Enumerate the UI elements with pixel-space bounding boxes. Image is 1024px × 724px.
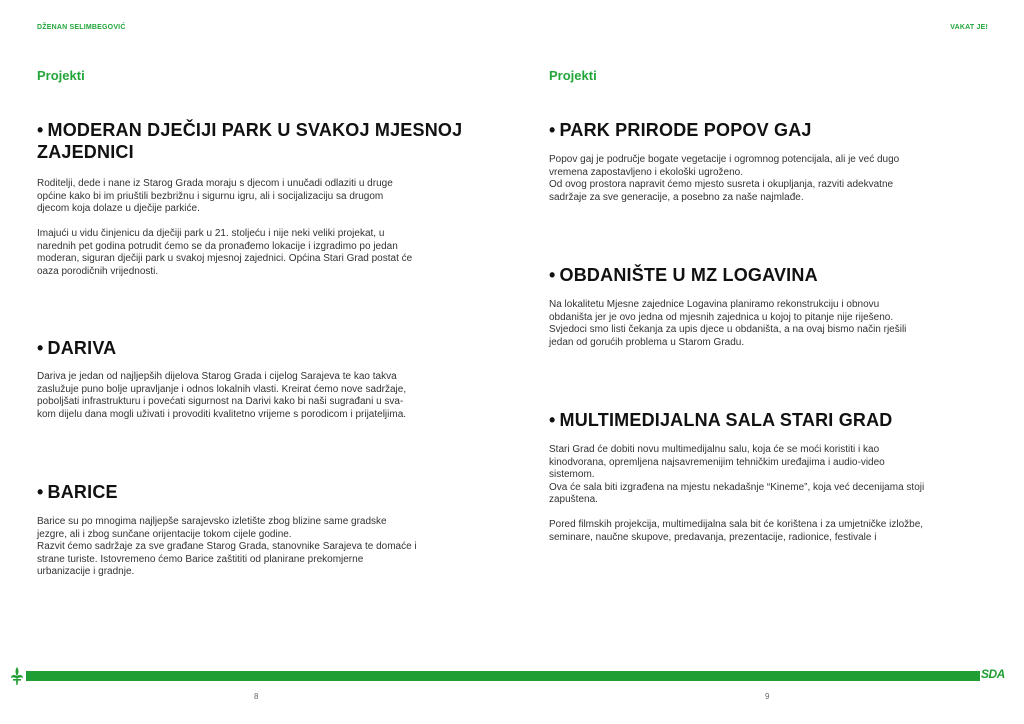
block-body: Barice su po mnogima najljepše sarajevsko izletište zbog blizine same gradske jezgre, ali i zbog sunčane orijentacije tokom cijele godine. Razvit ćemo sadržaje za sve građane Starog Grada, stanovnike Sarajeva te domaće i strane turiste. Istovremeno ćemo Barice zaštititi od planirane prekomjerne urbanizacije i gradnje. xyxy=(37,516,417,577)
block-barice xyxy=(37,481,477,579)
block-heading xyxy=(37,481,477,503)
bullet-icon: • xyxy=(549,410,556,430)
section-label: Projekti xyxy=(37,68,85,83)
heading-text: OBDANIŠTE U MZ LOGAVINA xyxy=(559,265,818,285)
heading-text: PARK PRIRODE POPOV GAJ xyxy=(559,120,812,140)
block-body: Na lokalitetu Mjesne zajednice Logavina planiramo rekonstrukciju i obnovu obdaništa jer je ovo jedna od mjesnih zajednica u kojoj to pitanje nije riješeno. Svjedoci smo listi čekanja za upis djece u obdaništa, a na ovaj bismo način rješili jedan od gorućih problema u Starom Gradu. xyxy=(549,299,907,348)
bullet-icon: • xyxy=(37,482,44,502)
section-label: Projekti xyxy=(549,68,597,83)
heading-text: BARICE xyxy=(47,482,118,502)
block-body: Roditelji, dede i nane iz Starog Grada moraju s djecom i unučadi odlaziti u druge općine kako bi im priuštili bezbrižnu i sigurnu igru, ali i socijalizaciju sa drugom djecom koja dolaze u dječije parkiće. Imajući u vidu činjenicu da dječiji park u 21. stoljeću i nije neki veliki projekat, u narednih pet godina potrudit ćemo se da pronađemo lokacije i izgradimo po jedan moderan, siguran dječiji park u svakoj mjesnoj zajednici. Općina Stari Grad postat će oaza porodičnih vrijednosti. xyxy=(37,178,413,277)
block-heading xyxy=(37,119,477,163)
bullet-icon: • xyxy=(549,120,556,140)
party-logo: SDA xyxy=(981,667,1005,681)
block-heading xyxy=(549,264,994,286)
block-heading xyxy=(549,119,994,141)
bullet-icon: • xyxy=(37,338,44,358)
page-number: 9 xyxy=(765,692,770,701)
block-obdaniste xyxy=(549,264,994,349)
bullet-icon: • xyxy=(549,265,556,285)
block-heading xyxy=(37,337,477,359)
page-number: 8 xyxy=(254,692,259,701)
right-page xyxy=(512,0,1024,724)
heading-text: MODERAN DJEČIJI PARK U SVAKOJ MJESNOJ ZAJEDNICI xyxy=(37,120,463,162)
block-multimedijalna-sala xyxy=(549,409,994,544)
block-body: Dariva je jedan od najljepših dijelova Starog Grada i cijelog Sarajeva te kao takva zaslužuje puno bolje upravljanje i odnos lokalnih vlasti. Kreirat ćemo nove sadržaje, poboljšati infrastrukturu i povećati sigurnost na Darivi kako bi naši sugrađani u sva- kom dijelu dana mogli uživati i provoditi kvalitetno vrijeme s porodicom i prijateljima. xyxy=(37,371,407,420)
running-head-slogan: VAKAT JE! xyxy=(950,24,988,31)
block-heading xyxy=(549,409,994,431)
block-dariva xyxy=(37,337,477,421)
heading-text: MULTIMEDIJALNA SALA STARI GRAD xyxy=(559,410,893,430)
bullet-icon: • xyxy=(37,120,44,140)
block-body: Stari Grad će dobiti novu multimedijalnu salu, koja će se moći koristiti i kao kinodvorana, opremljena najsavremenijim tehničkim uređajima i audio-video sistemom. Ova će sala biti izgrađena na mjestu nekadašnje “Kineme”, koja već decenijama stoji zapuštena. Pored filmskih projekcija, multimedijalna sala bit će korištena i za umjetničke izložbe, seminare, naučne skupove, predavanja, prezentacije, radionice, festivale i xyxy=(549,444,925,543)
block-childrens-park xyxy=(37,119,477,278)
heading-text: DARIVA xyxy=(47,338,117,358)
footer-bar xyxy=(26,671,980,681)
fleur-de-lis-icon xyxy=(10,666,24,686)
block-popov-gaj xyxy=(549,119,994,204)
running-head-author: DŽENAN SELIMBEGOVIĆ xyxy=(37,24,126,31)
block-body: Popov gaj je područje bogate vegetacije i ogromnog potencijala, ali je već dugo vremena zapostavljeno i ekološki ugroženo. Od ovog prostora napravit ćemo mjesto susreta i okupljanja, razviti adekvatne sadržaje za sve generacije, a posebno za naše najmlađe. xyxy=(549,154,900,203)
